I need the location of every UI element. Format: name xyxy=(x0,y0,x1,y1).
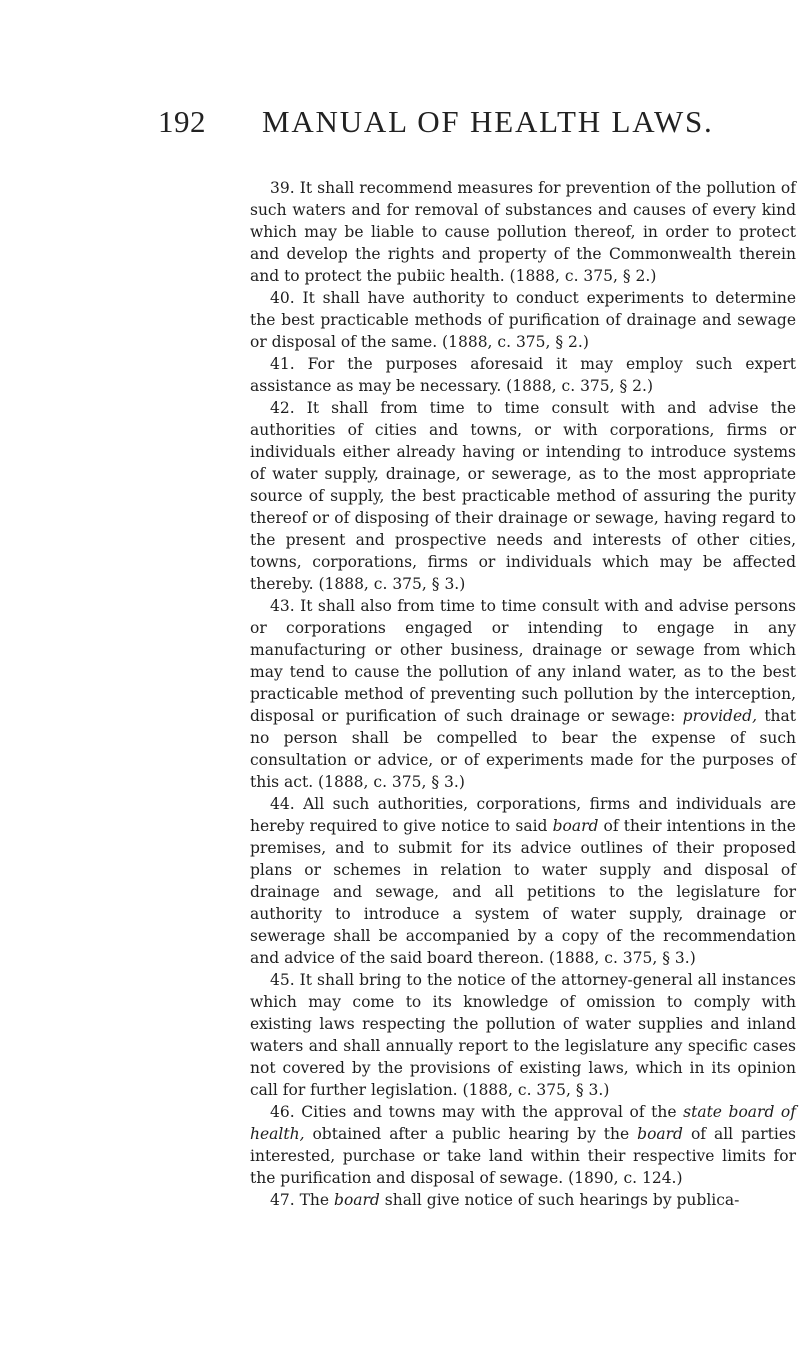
section-46-text-mid: obtained after a public hearing by the xyxy=(312,1125,630,1143)
section-44-text-cont: of their intentions in the premises, and to submit for its advice outlines of their proposed plans or schemes in relation to water supply and disposal of drainage and sewage, and all petitions to the legislature for authority to introduce a system of water supply, drainage or sewerage shall be accompanied by a copy of the recommendation and advice of the said board thereon. (1888, c. 375, § 3.) xyxy=(250,817,796,967)
section-46 xyxy=(250,1101,796,1189)
body-text xyxy=(250,177,796,1211)
page-number: 192 xyxy=(158,104,206,139)
section-47-text: 47. The xyxy=(270,1191,330,1209)
section-43-text-cont: that no person shall be compelled to bear the expense of such consultation or advice, or of experiments made for the purposes of this act. (1888, c. 375, § 3.) xyxy=(250,707,796,791)
section-46-text: 46. Cities and towns may with the approval of the xyxy=(270,1103,677,1121)
section-44-text: 44. All such authorities, corporations, firms and individuals are hereby required to give notice to said xyxy=(250,795,796,835)
section-43-proviso: provided, xyxy=(682,707,757,725)
section-45 xyxy=(250,969,796,1101)
section-47-text-cont: shall give notice of such hearings by publica- xyxy=(384,1191,740,1209)
section-41-text: 41. For the purposes aforesaid it may employ such expert assistance as may be necessary. (1888, c. 375, § 2.) xyxy=(250,355,796,395)
section-43-text: 43. It shall also from time to time consult with and advise persons or corporations engaged or intending to engage in any manufacturing or other business, drainage or sewage from which may tend to cause the pollution of any inland water, as to the best practicable method of preventing such pollution by the interception, disposal or purification of such drainage or sewage: xyxy=(250,597,796,725)
running-title: MANUAL OF HEALTH LAWS. xyxy=(262,104,714,139)
section-41 xyxy=(250,353,796,397)
section-42-text: 42. It shall from time to time consult with and advise the authorities of cities and towns, or with corporations, firms or individuals either already having or intending to introduce systems of water supply, drainage, or sewerage, as to the most appropriate source of supply, the best practicable method of assuring the purity thereof or of disposing of their drainage or sewage, having regard to the present and prospective needs and interests of other cities, towns, corporations, firms or individuals which may be affected thereby. (1888, c. 375, § 3.) xyxy=(250,399,796,593)
section-43 xyxy=(250,595,796,793)
section-42 xyxy=(250,397,796,595)
section-40-text: 40. It shall have authority to conduct experiments to determine the best practicable methods of purification of drainage and sewage or disposal of the same. (1888, c. 375, § 2.) xyxy=(250,289,796,351)
section-44-board: board xyxy=(552,817,599,835)
section-44 xyxy=(250,793,796,969)
section-46-state-board: state board of health, xyxy=(250,1103,796,1143)
section-47 xyxy=(250,1189,796,1211)
section-46-text-end: of all parties interested, purchase or take land within their respective limits for the purification and disposal of sewage. (1890, c. 124.) xyxy=(250,1125,796,1187)
page-header xyxy=(0,104,800,144)
section-40 xyxy=(250,287,796,353)
section-39 xyxy=(250,177,796,287)
section-39-text: 39. It shall recommend measures for prevention of the pollution of such waters and for removal of substances and causes of every kind which may be liable to cause pollution thereof, in order to protect and develop the rights and property of the Commonwealth therein and to protect the pubiic health. (1888, c. 375, § 2.) xyxy=(250,179,796,285)
section-47-board: board xyxy=(334,1191,380,1209)
section-45-text: 45. It shall bring to the notice of the attorney-general all instances which may come to its knowledge of omission to comply with existing laws respecting the pollution of water supplies and inland waters and shall annually report to the legislature any specific cases not covered by the provisions of existing laws, which in its opinion call for further legislation. (1888, c. 375, § 3.) xyxy=(250,971,796,1099)
section-46-board: board xyxy=(637,1125,683,1143)
